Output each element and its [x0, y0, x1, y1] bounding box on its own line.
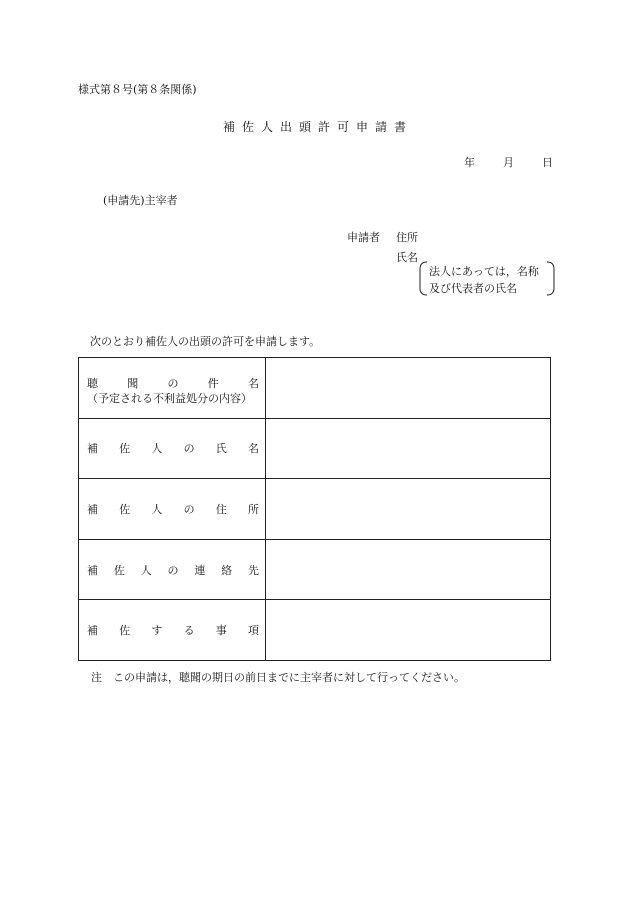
table-row — [79, 539, 551, 600]
assistant-name-label-cell — [79, 418, 266, 479]
hearing-case-field[interactable] — [266, 358, 551, 419]
assistance-matters-label-cell — [79, 600, 266, 661]
corporate-note-line-2: 及び代表者の氏名 — [429, 282, 517, 295]
assistant-contact-label: 補 佐 人 の 連 絡 先 — [87, 563, 259, 577]
assistant-address-label: 補 佐 人 の 住 所 — [87, 502, 259, 516]
assistant-name-field[interactable] — [266, 418, 551, 479]
assistant-name-label: 補 佐 人 の 氏 名 — [87, 442, 259, 456]
date-month: 月 — [503, 156, 514, 169]
addressee: (申請先)主宰者 — [103, 194, 178, 207]
table-row — [79, 479, 551, 540]
hearing-case-label: 聴 聞 の 件 名 — [87, 377, 259, 390]
form-number: 様式第８号(第８条関係) — [78, 83, 197, 96]
assistant-address-label-cell — [79, 479, 266, 540]
date-day: 日 — [542, 156, 553, 169]
assistant-contact-field[interactable] — [266, 539, 551, 600]
assistance-matters-field[interactable] — [266, 600, 551, 661]
corporate-note-line-1: 法人にあっては，名称 — [429, 265, 539, 278]
hearing-case-sublabel: （予定される不利益処分の内容） — [87, 392, 252, 405]
date-year: 年 — [464, 156, 475, 169]
hearing-case-label-cell — [79, 358, 266, 419]
applicant-name-label: 氏名 — [396, 251, 418, 264]
assistant-contact-label-cell — [79, 539, 266, 600]
application-table — [78, 357, 551, 661]
table-row — [79, 600, 551, 661]
date-line — [464, 157, 553, 168]
applicant-label: 申請者 — [347, 231, 380, 244]
table-row — [79, 358, 551, 419]
applicant-address-label: 住所 — [396, 231, 418, 244]
assistant-address-field[interactable] — [266, 479, 551, 540]
intro-text: 次のとおり補佐人の出頭の許可を申請します。 — [90, 335, 321, 348]
assistance-matters-label: 補 佐 す る 事 項 — [87, 624, 259, 638]
footnote: 注 この申請は，聴聞の期日の前日までに主宰者に対して行ってください。 — [91, 671, 465, 684]
table-row — [79, 418, 551, 479]
page-title: 補佐人出頭許可申請書 — [222, 120, 413, 134]
